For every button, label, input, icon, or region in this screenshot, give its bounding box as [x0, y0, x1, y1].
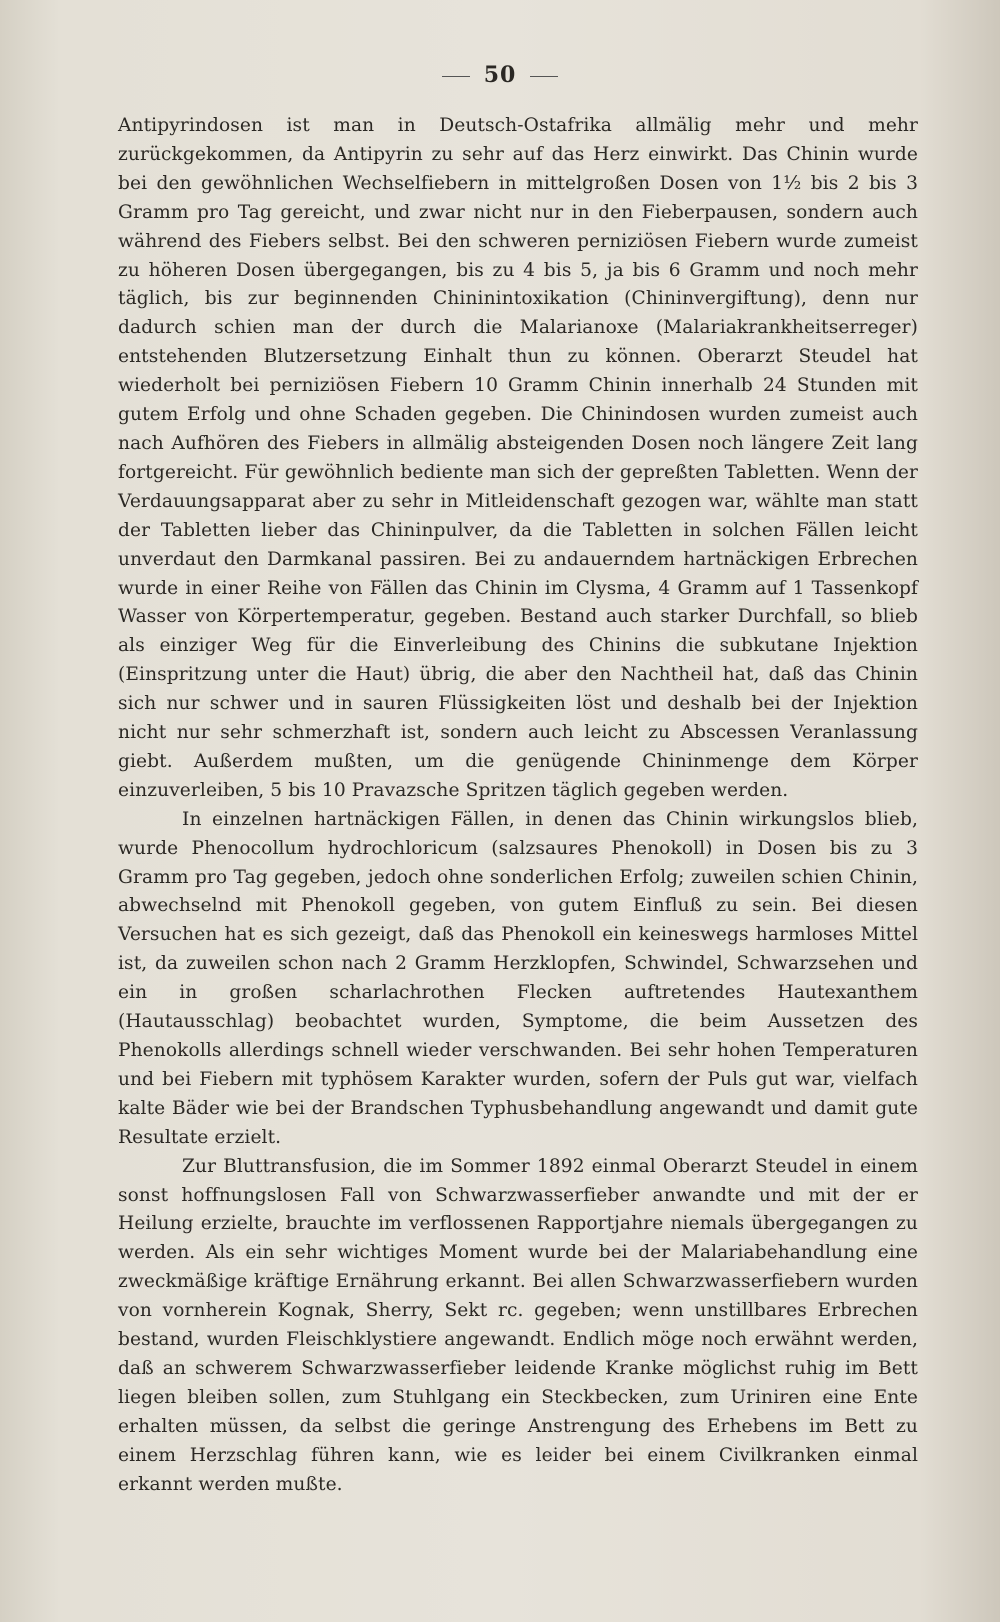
paragraph-1: Antipyrindosen ist man in Deutsch-Ostafrika allmälig mehr und mehr zurückgekommen, da Antipyrin zu sehr auf das Herz einwirkt. Das Chinin wurde bei den gewöhnlichen Wechselfiebern in mittelgroßen Dosen von 1½ bis 2 bis 3 Gramm pro Tag gereicht, und zwar nicht nur in den Fieberpausen, sondern auch während des Fiebers selbst. Bei den schweren perniziösen Fiebern wurde zumeist zu höheren Dosen übergegangen, bis zu 4 bis 5, ja bis 6 Gramm und noch mehr täglich, bis zur beginnenden Chininintoxikation (Chininvergiftung), denn nur dadurch schien man der durch die Malarianoxe (Malariakrankheitserreger) entstehenden Blutzersetzung Einhalt thun zu können. Oberarzt Steudel hat wiederholt bei perniziösen Fiebern 10 Gramm Chinin innerhalb 24 Stunden mit gutem Erfolg und ohne Schaden gegeben. Die Chinindosen wurden zumeist auch nach Aufhören des Fiebers in allmälig absteigenden Dosen noch längere Zeit lang fortgereicht. Für gewöhnlich bediente man sich der gepreßten Tabletten. Wenn der Verdauungsapparat aber zu sehr in Mitleidenschaft gezogen war, wählte man statt der Tabletten lieber das Chininpulver, da die Tabletten in solchen Fällen leicht unverdaut den Darmkanal passiren. Bei zu andauerndem hartnäckigen Erbrechen wurde in einer Reihe von Fällen das Chinin im Clysma, 4 Gramm auf 1 Tassenkopf Wasser von Körpertemperatur, gegeben. Bestand auch starker Durchfall, so blieb als einziger Weg für die Einverleibung des Chinins die subkutane Injektion (Einspritzung unter die Haut) übrig, die aber den Nachtheil hat, daß das Chinin sich nur schwer und in sauren Flüssigkeiten löst und deshalb bei der Injektion nicht nur sehr schmerzhaft ist, sondern auch leicht zu Abscessen Veranlassung giebt. Außerdem mußten, um die genügende Chininmenge dem Körper einzuverleiben, 5 bis 10 Pravazsche Spritzen täglich gegeben werden. [118, 115, 918, 801]
page-header [0, 62, 1000, 88]
header-dash-left [442, 76, 470, 77]
paragraph-3: Zur Bluttransfusion, die im Sommer 1892 einmal Oberarzt Steudel in einem sonst hoffnungslosen Fall von Schwarzwasserfieber anwandte und mit der er Heilung erzielte, brauchte im verflossenen Rapportjahre niemals übergegangen zu werden. Als ein sehr wichtiges Moment wurde bei der Malariabehandlung eine zweckmäßige kräftige Ernährung erkannt. Bei allen Schwarzwasserfiebern wurden von vornherein Kognak, Sherry, Sekt rc. gegeben; wenn unstillbares Erbrechen bestand, wurden Fleischklystiere angewandt. Endlich möge noch erwähnt werden, daß an schwerem Schwarzwasserfieber leidende Kranke möglichst ruhig im Bett liegen bleiben sollen, zum Stuhlgang ein Steckbecken, zum Uriniren eine Ente erhalten müssen, da selbst die geringe Anstrengung des Erhebens im Bett zu einem Herzschlag führen kann, wie es leider bei einem Civilkranken einmal erkannt werden mußte. [118, 1155, 918, 1495]
paragraph-2: In einzelnen hartnäckigen Fällen, in denen das Chinin wirkungslos blieb, wurde Phenocollum hydrochloricum (salzsaures Phenokoll) in Dosen bis zu 3 Gramm pro Tag gegeben, jedoch ohne sonderlichen Erfolg; zuweilen schien Chinin, abwechselnd mit Phenokoll gegeben, von gutem Einfluß zu sein. Bei diesen Versuchen hat es sich gezeigt, daß das Phenokoll ein keineswegs harmloses Mittel ist, da zuweilen schon nach 2 Gramm Herzklopfen, Schwindel, Schwarzsehen und ein in großen scharlachrothen Flecken auftretendes Hautexanthem (Hautausschlag) beobachtet wurden, Symptome, die beim Aussetzen des Phenokolls allerdings schnell wieder verschwanden. Bei sehr hohen Temperaturen und bei Fiebern mit typhösem Karakter wurden, sofern der Puls gut war, vielfach kalte Bäder wie bei der Brandschen Typhusbehandlung angewandt und damit gute Resultate erzielt. [118, 808, 918, 1148]
body-text [118, 112, 918, 1500]
page-number: 50 [483, 62, 517, 88]
header-dash-right [530, 76, 558, 77]
